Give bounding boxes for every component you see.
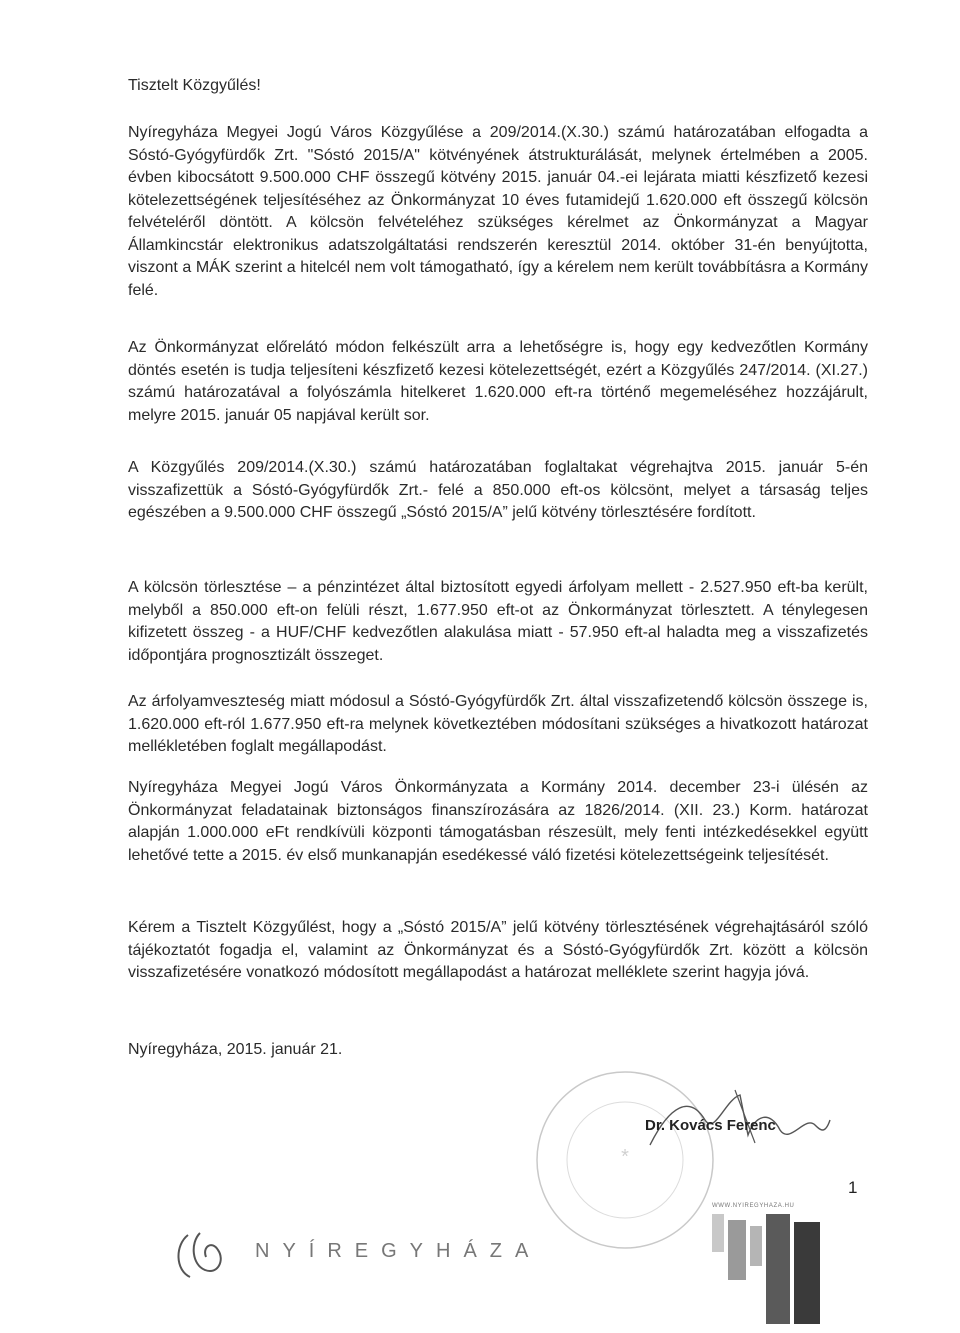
footer-url: WWW.NYIREGYHAZA.HU: [712, 1203, 795, 1209]
signer-name: Dr. Kovács Ferenc: [645, 1117, 776, 1134]
city-logo-icon: [170, 1225, 240, 1285]
svg-text:*: *: [621, 1146, 629, 1168]
paragraph-4: A kölcsön törlesztése – a pénzintézet által biztosított egyedi árfolyam mellett - 2.527.950 eft-ba került, melyből a 850.000 eft-on felüli részt, 1.677.950 eft-ot az Önkormányzat törlesztett. A ténylegesen kifizetett összeg - a HUF/CHF kedvezőtlen alakulása miatt - 57.950 eft-al haladta meg a visszafizetés időpontjára prognosztizált összeget.: [128, 579, 868, 664]
place-date: Nyíregyháza, 2015. január 21.: [128, 1041, 343, 1058]
paragraph-3: A Közgyűlés 209/2014.(X.30.) számú határozatában foglaltakat végrehajtva 2015. január 5-én visszafizettük a Sóstó-Gyógyfürdők Zrt.- felé a 850.000 eft-os kölcsönt, melyet a társaság teljes egészében a 9.500.000 CHF összegű „Sóstó 2015/A” jelű kötvény törlesztésére fordított.: [128, 459, 868, 521]
paragraph-7: Kérem a Tisztelt Közgyűlést, hogy a „Sóstó 2015/A” jelű kötvény törlesztésének végrehajtásáról szóló tájékoztatót fogadja el, valamint az Önkormányzat és a Sóstó-Gyógyfürdők Zrt. között a kölcsön visszafizetésére vonatkozó módosított megállapodást a határozat melléklete szerint hagyja jóvá.: [128, 919, 868, 981]
paragraph-2: Az Önkormányzat előrelátó módon felkészült arra a lehetőségre is, hogy egy kedvezőtlen Kormány döntés esetén is tudja teljesíteni készfizető kezesi kötelezettségét, ezért a Közgyűlés 247/2014. (XI.27.) számú határozatával a folyószámla hitelkeret 1.620.000 eft-ra történő megemeléséhez hozzájárult, melyre 2015. január 05 napjával került sor.: [128, 339, 868, 424]
footer-decoration: [712, 1214, 822, 1324]
paragraph-6: Nyíregyháza Megyei Jogú Város Önkormányzata a Kormány 2014. december 23-i ülésén az Önkormányzat feladatainak biztonságos finanszírozására az 1826/2014. (XII. 23.) Korm. határozat alapján 1.000.000 eFt rendkívüli központi támogatásban részesült, mely fenti intézkedésekkel együtt lehetővé tette a 2015. év első munkanapján esedékessé váló fizetési kötelezettségeink teljesítését.: [128, 779, 868, 864]
footer-city-name: NYÍREGYHÁZA: [255, 1240, 542, 1262]
paragraph-1: Nyíregyháza Megyei Jogú Város Közgyűlése a 209/2014.(X.30.) számú határozatában elfogadta a Sóstó-Gyógyfürdők Zrt. "Sóstó 2015/A" kötvényének átstrukturálását, melynek értelmében a 2005. évben kibocsátott 9.500.000 CHF összegű kötvény 2015. január 04.-ei lejárata miatti készfizető kezesi kötelezettségének teljesítéséhez az Önkormányzat 10 éves futamidejű 1.620.000 eft összegű kölcsön felvételéről döntött. A kölcsön felvételéhez szükséges kérelmet az Önkormányzat a Magyar Államkincstár elektronikus adatszolgáltatási rendszerén keresztül 2014. október 31-én benyújtotta, viszont a MÁK szerint a hitelcél nem volt támogatható, így a kérelem nem került továbbításra a Kormány felé.: [128, 124, 868, 299]
salutation: Tisztelt Közgyűlés!: [128, 77, 261, 94]
page-number: 1: [848, 1178, 858, 1197]
paragraph-5: Az árfolyamveszteség miatt módosul a Sóstó-Gyógyfürdők Zrt. által visszafizetendő kölcsön összege is, 1.620.000 eft-ról 1.677.950 eft-ra melynek következtében módosítani szükséges a hivatkozott határozat mellékletében foglalt megállapodást.: [128, 693, 868, 755]
